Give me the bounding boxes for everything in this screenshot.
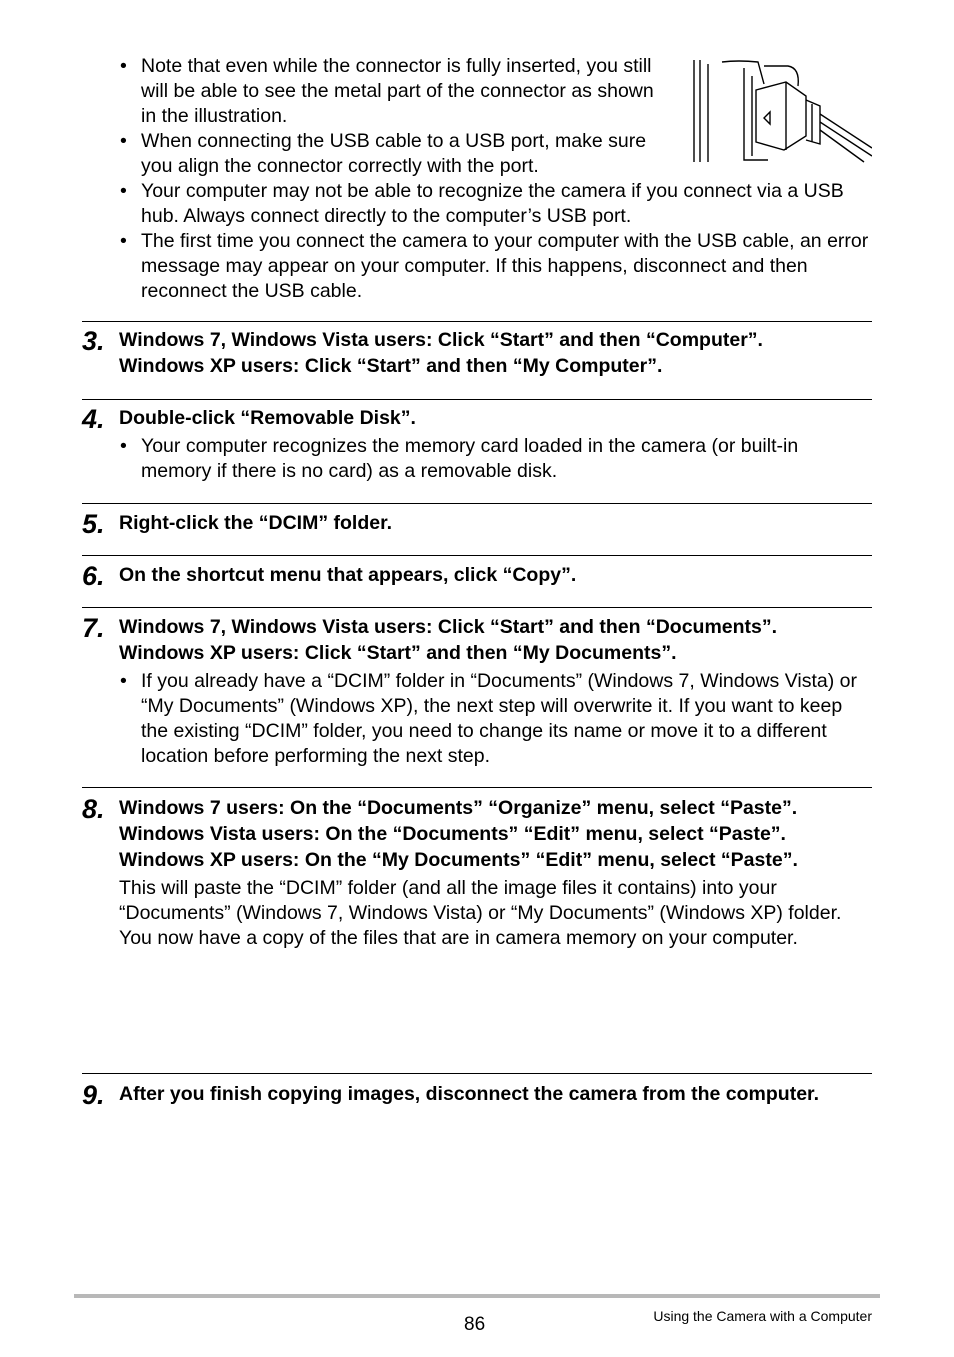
bullet-text: Your computer recognizes the memory card loaded in the camera (or built-in memory if there is no card) as a removable disk.: [141, 435, 799, 482]
bullet-item: [120, 434, 872, 484]
section-title: Using the Camera with a Computer: [653, 1308, 872, 1324]
step-heading: [119, 327, 872, 379]
heading-line: Windows Vista users: On the “Documents” “Edit” menu, select “Paste”.: [119, 823, 786, 845]
bullet-item: [120, 54, 661, 129]
step-heading: [119, 614, 872, 666]
step-5: [82, 503, 872, 539]
bullet-text: Note that even while the connector is fully inserted, you still will be able to see the metal part of the connector as shown in the illustration.: [141, 55, 654, 127]
heading-line: Right-click the “DCIM” folder.: [119, 512, 393, 534]
step-number: 4.: [82, 404, 105, 434]
step-6: [82, 555, 872, 591]
bullet-symbol: •: [120, 130, 127, 152]
step-8: [82, 787, 872, 951]
step-number: 7.: [82, 613, 105, 643]
bullet-text: If you already have a “DCIM” folder in “Documents” (Windows 7, Windows Vista) or “My Documents” (Windows XP), the next step will overwrite it. If you want to keep the existing “DCIM” folder, you need to change its name or move it to a different location before performing the next step.: [141, 670, 857, 767]
heading-line: Windows 7 users: On the “Documents” “Organize” menu, select “Paste”.: [119, 797, 798, 819]
step-number: 8.: [82, 794, 105, 824]
step-heading: [119, 405, 872, 431]
step-number: 6.: [82, 561, 105, 591]
heading-line: Windows XP users: On the “My Documents” “Edit” menu, select “Paste”.: [119, 849, 798, 871]
bullet-text: Your computer may not be able to recognize the camera if you connect via a USB hub. Always connect directly to the computer’s USB port.: [141, 180, 844, 227]
step-paragraph: This will paste the “DCIM” folder (and all the image files it contains) into your “Documents” (Windows 7, Windows Vista) or “My Documents” (Windows XP) folder. You now have a copy of the files that are in camera memory on your computer.: [119, 877, 842, 949]
step-heading: [119, 510, 872, 536]
bullet-symbol: •: [120, 180, 127, 202]
heading-line: Windows XP users: Click “Start” and then “My Documents”.: [119, 642, 677, 664]
step-heading: [119, 1081, 819, 1107]
page-number: 86: [464, 1314, 486, 1335]
step-number: 5.: [82, 509, 105, 539]
step-7: [82, 607, 872, 769]
heading-line: On the shortcut menu that appears, click “Copy”.: [119, 564, 577, 586]
bullet-item: [120, 669, 872, 769]
heading-line: Windows 7, Windows Vista users: Click “Start” and then “Documents”.: [119, 616, 778, 638]
step-heading: [119, 562, 872, 588]
step-bullets: [120, 669, 872, 769]
usb-connector-illustration: [688, 56, 872, 168]
heading-line: Windows XP users: Click “Start” and then “My Computer”.: [119, 355, 663, 377]
step-9: [82, 1073, 872, 1110]
heading-line: Double-click “Removable Disk”.: [119, 407, 416, 429]
step-number: 9.: [82, 1080, 105, 1110]
step-3: [82, 321, 872, 379]
bullet-item: [120, 179, 880, 229]
bullet-symbol: •: [120, 55, 127, 77]
bullet-symbol: •: [120, 230, 127, 252]
footer-rule: [74, 1294, 880, 1298]
bullet-symbol: •: [120, 435, 127, 457]
bullet-text: When connecting the USB cable to a USB port, make sure you align the connector correctly with the port.: [141, 130, 647, 177]
step-number: 3.: [82, 326, 105, 356]
step-4: [82, 399, 872, 484]
heading-line: Windows 7, Windows Vista users: Click “Start” and then “Computer”.: [119, 329, 763, 351]
heading-line: After you finish copying images, disconnect the camera from the computer.: [119, 1083, 819, 1105]
step-bullets: [120, 434, 872, 484]
step-heading: [119, 795, 819, 873]
bullet-text: The first time you connect the camera to your computer with the USB cable, an error message may appear on your computer. If this happens, disconnect and then reconnect the USB cable.: [141, 230, 869, 302]
bullet-item: [120, 129, 661, 179]
bullet-symbol: •: [120, 670, 127, 692]
bullet-item: [120, 229, 880, 304]
